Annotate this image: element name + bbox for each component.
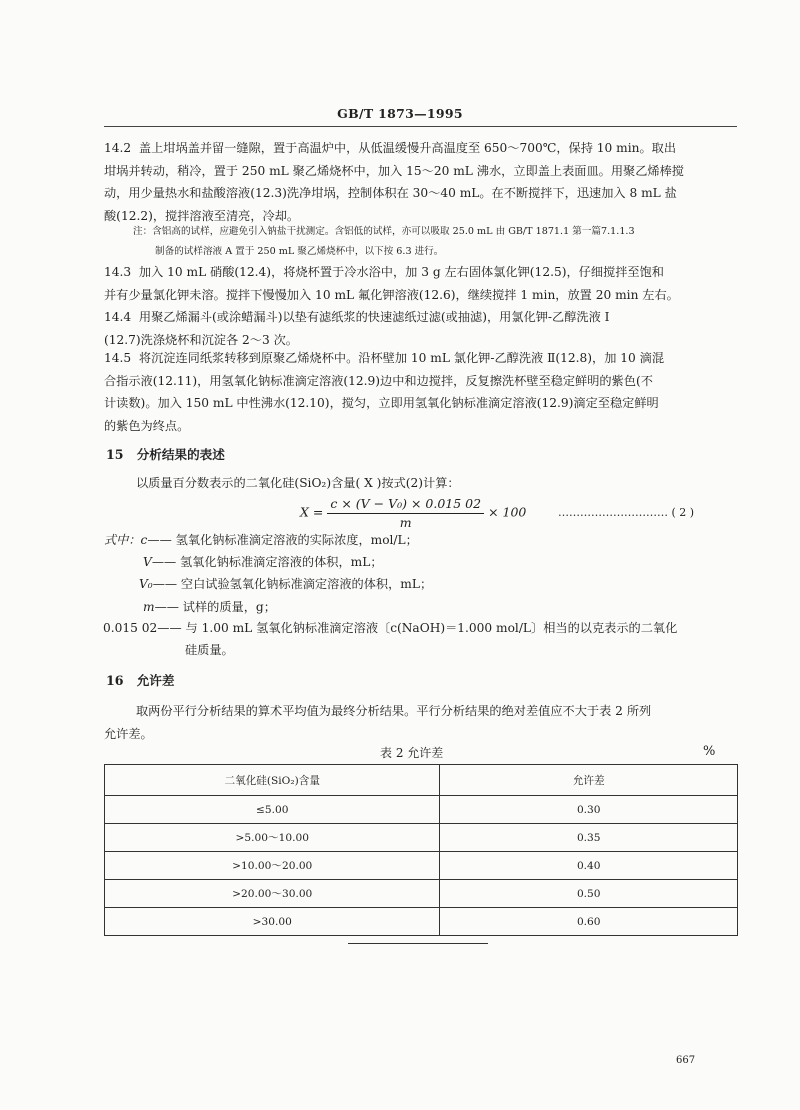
note-line-2: 制备的试样溶液 A 置于 250 mL 聚乙烯烧杯中，以下按 6.3 进行。 xyxy=(155,246,444,257)
section-15-title: 分析结果的表述 xyxy=(136,447,225,462)
clause-14-5-line-3: 计读数)。加入 150 mL 中性沸水(12.10)，搅匀，立即用氢氧化钠标准滴定溶液(12.9)滴定至稳定鲜明 xyxy=(104,396,659,410)
section-16-text xyxy=(104,700,651,745)
section-15-intro: 以质量百分数表示的二氧化硅(SiO₂)含量( X )按式(2)计算： xyxy=(136,476,460,490)
formula-number xyxy=(558,506,694,519)
table-2-caption: 表 2 允许差 xyxy=(380,746,444,760)
clause-14-2-line-2: 坩埚并转动，稍冷，置于 250 mL 聚乙烯烧杯中，加入 15～20 mL 沸水，立即盖上表面皿。用聚乙烯棒搅 xyxy=(104,163,684,178)
def-m xyxy=(143,596,276,619)
table-2 xyxy=(104,764,738,936)
clause-14-3-line-1: 加入 10 mL 硝酸(12.4)，将烧杯置于冷水浴中，加 3 g 左右固体氯化钾(12.5)，仔细搅拌至饱和 xyxy=(138,265,664,279)
page-number: 667 xyxy=(676,1055,696,1066)
clause-14-5-line-4: 的紫色为终点。 xyxy=(104,418,190,433)
table-cell-tolerance: 0.60 xyxy=(440,908,738,936)
def-v0-symbol: V₀ xyxy=(139,577,153,591)
section-16-number: 16 xyxy=(106,673,124,688)
table-row xyxy=(105,824,738,852)
clause-14-5-line-2: 合指示液(12.11)，用氢氧化钠标准滴定溶液(12.9)边中和边搅拌，反复擦洗杯壁至稳定鲜明的紫色(不 xyxy=(104,373,653,388)
def-constant-text: —— 与 1.00 mL 氢氧化钠标准滴定溶液〔c(NaOH)＝1.000 mol/L〕相当的以克表示的二氧化 xyxy=(157,621,678,635)
def-constant-cont: 硅质量。 xyxy=(185,643,234,657)
table-cell-range: >10.00～20.00 xyxy=(105,852,440,880)
def-v0 xyxy=(139,573,432,596)
table-row xyxy=(105,908,738,936)
formula-fraction xyxy=(327,496,484,530)
def-v-text: —— 氢氧化钠标准滴定溶液的体积，mL； xyxy=(151,555,383,569)
clause-14-4-number: 14.4 xyxy=(104,310,132,324)
table-cell-range: ≤5.00 xyxy=(105,796,440,824)
def-m-text: —— 试样的质量，g； xyxy=(154,600,276,614)
standard-header: GB/T 1873—1995 xyxy=(337,106,463,121)
table-cell-tolerance: 0.35 xyxy=(440,824,738,852)
clause-14-3 xyxy=(104,261,679,306)
formula-lhs: X = xyxy=(300,504,324,520)
clause-14-5-line-1: 将沉淀连同纸浆转移到原聚乙烯烧杯中。沿杯壁加 10 mL 氯化钾-乙醇洗液 Ⅱ(12.8)，加 10 滴混 xyxy=(138,351,665,365)
def-m-symbol: m xyxy=(143,600,155,614)
def-v-symbol: V xyxy=(143,555,152,569)
clause-14-2-number: 14.2 xyxy=(104,141,132,155)
clause-14-2 xyxy=(104,137,684,227)
table-cell-range: >20.00～30.00 xyxy=(105,880,440,908)
def-c xyxy=(104,529,418,552)
clause-14-4-line-2: (12.7)洗涤烧杯和沉淀各 2～3 次。 xyxy=(104,332,298,347)
section-15-number: 15 xyxy=(106,447,124,462)
table-cell-tolerance: 0.30 xyxy=(440,796,738,824)
table-2-unit: % xyxy=(703,744,716,759)
table-header-sio2: 二氧化硅(SiO₂)含量 xyxy=(105,765,440,796)
def-v0-text: —— 空白试验氢氧化钠标准滴定溶液的体积，mL； xyxy=(152,577,433,591)
table-header-row xyxy=(105,765,738,796)
section-16-title: 允许差 xyxy=(136,673,175,688)
table-row xyxy=(105,796,738,824)
def-constant xyxy=(103,617,677,640)
formula-2 xyxy=(300,496,526,530)
formula-denominator: m xyxy=(399,515,412,530)
section-16-heading xyxy=(106,670,174,689)
header-rule xyxy=(104,126,737,127)
clause-14-3-number: 14.3 xyxy=(104,265,132,279)
clause-14-2-note xyxy=(133,222,635,262)
clause-14-2-line-3: 动，用少量热水和盐酸溶液(12.3)洗净坩埚，控制体积在 30～40 mL。在不断搅拌下，迅速加入 8 mL 盐 xyxy=(104,186,677,200)
formula-tail: × 100 xyxy=(488,504,527,520)
def-v xyxy=(143,551,383,574)
table-header-tolerance: 允许差 xyxy=(440,765,738,796)
clause-14-4 xyxy=(104,306,609,351)
clause-14-5 xyxy=(104,347,664,437)
table-cell-tolerance: 0.40 xyxy=(440,852,738,880)
table-cell-range: >30.00 xyxy=(105,908,440,936)
section-15-heading xyxy=(106,444,225,463)
def-c-text: —— 氢氧化钠标准滴定溶液的实际浓度，mol/L； xyxy=(147,533,418,547)
section-16-line-1: 取两份平行分析结果的算术平均值为最终分析结果。平行分析结果的绝对差值应不大于表 2 所列 xyxy=(136,704,652,718)
clause-14-3-line-2: 并有少量氯化钾未溶。搅拌下慢慢加入 10 mL 氟化钾溶液(12.6)，继续搅拌 1 min，放置 20 min 左右。 xyxy=(104,287,679,302)
clause-14-2-line-4: 酸(12.2)，搅拌溶液至清亮，冷却。 xyxy=(104,208,300,223)
clause-14-2-line-1: 盖上坩埚盖并留一缝隙，置于高温炉中，从低温缓慢升高温度至 650～700℃，保持 10 min。取出 xyxy=(138,141,677,155)
def-c-symbol: 式中：c xyxy=(104,533,148,547)
def-constant-symbol: 0.015 02 xyxy=(103,621,158,635)
section-16-line-2: 允许差。 xyxy=(104,726,153,741)
table-row xyxy=(105,852,738,880)
clause-14-5-number: 14.5 xyxy=(104,351,132,365)
formula-numerator: c × (V − V₀) × 0.015 02 xyxy=(327,496,484,514)
end-rule xyxy=(348,943,488,944)
table-row xyxy=(105,880,738,908)
table-cell-tolerance: 0.50 xyxy=(440,880,738,908)
note-line-1: 注：含铝高的试样，应避免引入钠盐干扰测定。含铝低的试样，亦可以吸取 25.0 mL 由 GB/T 1871.1 第一篇7.1.1.3 xyxy=(133,226,635,237)
table-cell-range: >5.00～10.00 xyxy=(105,824,440,852)
formula-eqno: ( 2 ) xyxy=(671,506,695,519)
formula-leader: ………………………… xyxy=(558,506,668,519)
clause-14-4-line-1: 用聚乙烯漏斗(或涂蜡漏斗)以垫有滤纸浆的快速滤纸过滤(或抽滤)，用氯化钾-乙醇洗液 Ⅰ xyxy=(138,310,610,324)
